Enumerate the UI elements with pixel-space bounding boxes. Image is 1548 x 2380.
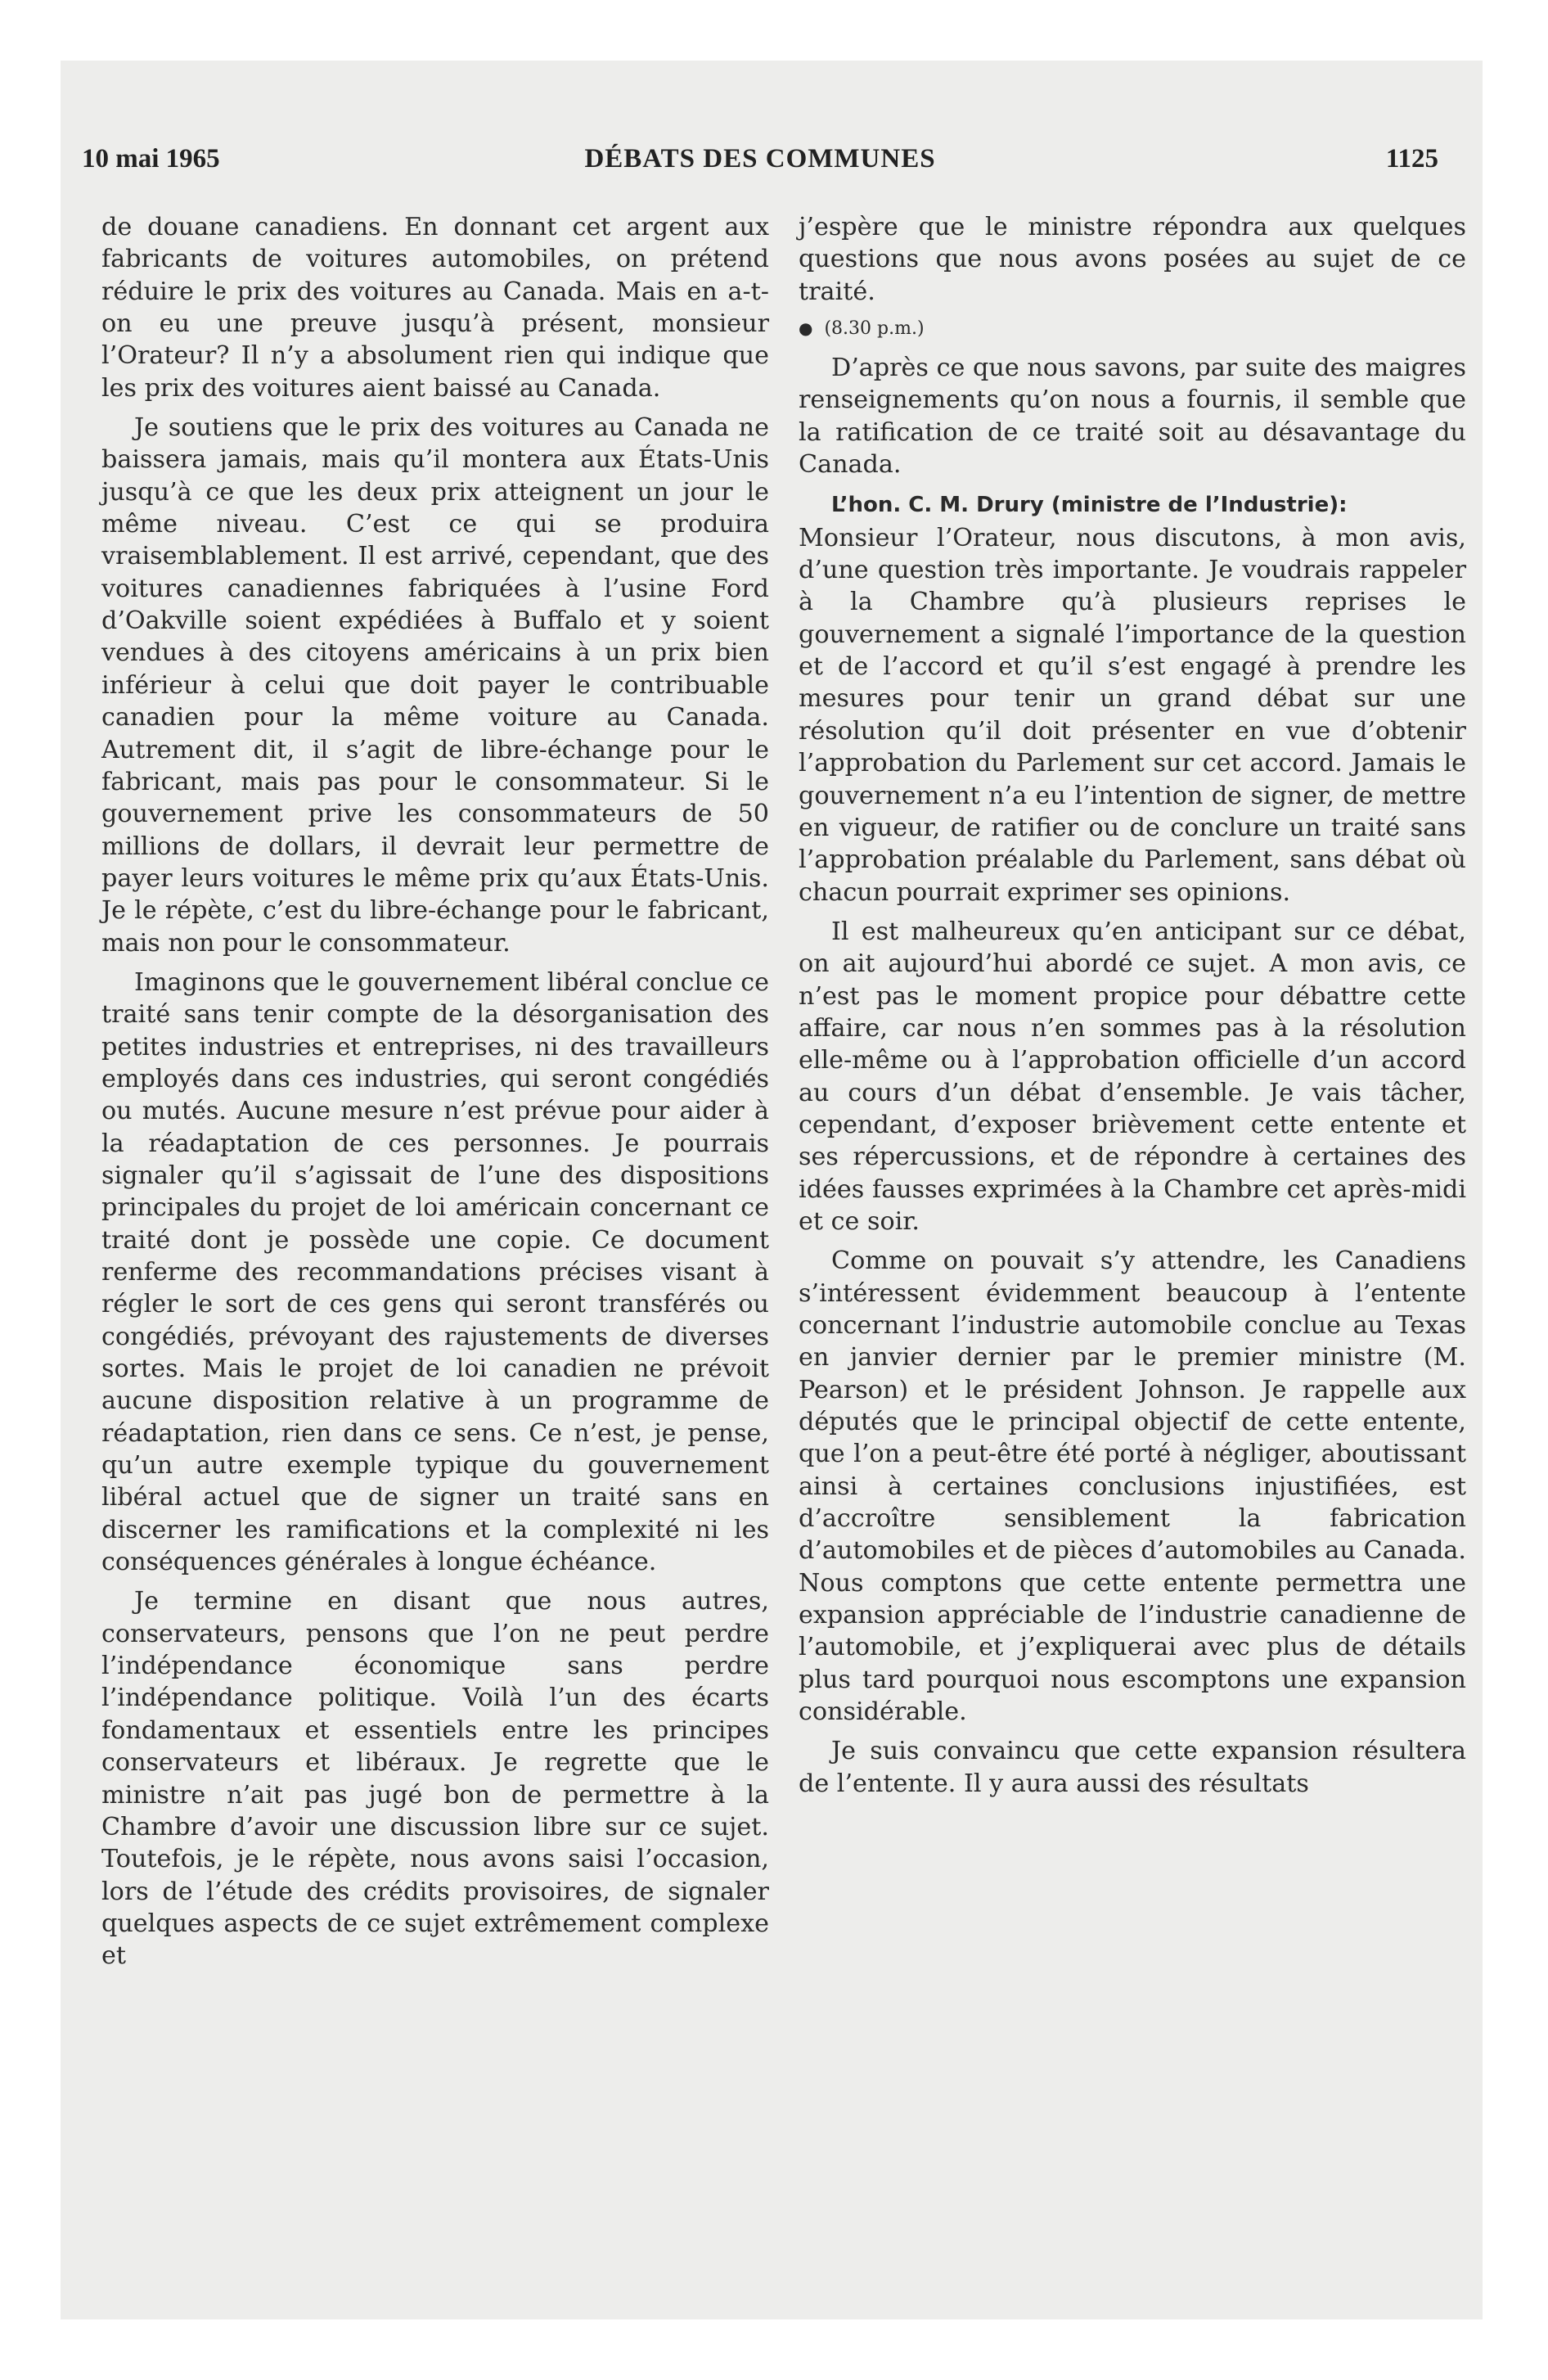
paragraph: D’après ce que nous savons, par suite des maigres renseignements qu’on nous a fournis, il semble que la ratification de ce traité soit au désavantage du Canada. [799, 354, 1466, 480]
paragraph: j’espère que le ministre répondra aux quelques questions que nous avons posées au sujet de ce traité. [799, 213, 1466, 306]
speaker-name: L’hon. C. M. Drury (ministre de l’Industrie): [831, 493, 1348, 518]
paragraph: de douane canadiens. En donnant cet argent aux fabricants de voitures automobiles, on prétend réduire le prix des voitures au Canada. Mais en a-t-on eu une preuve jusqu’à présent, monsieur l’Orateur? Il n’y a absolument rien qui indique que les prix des voitures aient baissé au Canada. [101, 213, 769, 403]
paragraph: Monsieur l’Orateur, nous discutons, à mon avis, d’une question très importante. Je voudrais rappeler à la Chambre qu’à plusieurs reprises le gouvernement a signalé l’importance de la question et de l’accord et qu’il s’est engagé à prendre les mesures pour tenir un grand débat sur une résolution qu’il doit présenter en vue d’obtenir l’approbation du Parlement sur cet accord. Jamais le gouvernement n’a eu l’intention de signer, de mettre en vigueur, de ratifier ou de conclure un traité sans l’approbation préalable du Parlement, sans débat où chacun pourrait exprimer ses opinions. [799, 523, 1466, 907]
right-column [799, 211, 1466, 1807]
paragraph: Je termine en disant que nous autres, conservateurs, pensons que l’on ne peut perdre l’indépendance économique sans perdre l’indépendance politique. Voilà l’un des écarts fondamentaux et essentiels entre les principes conservateurs et libéraux. Je regrette que le ministre n’ait pas jugé bon de permettre à la Chambre d’avoir une discussion libre sur ce sujet. Toutefois, je le répète, nous avons saisi l’occasion, lors de l’étude des crédits provisoires, de signaler quelques aspects de ce sujet extrêmement complexe et [101, 1587, 769, 1971]
paragraph: Je soutiens que le prix des voitures au Canada ne baissera jamais, mais qu’il montera aux États-Unis jusqu’à ce que les deux prix atteignent un jour le même niveau. C’est ce qui se produira vraisemblablement. Il est arrivé, cependant, que des voitures canadiennes fabriquées à l’usine Ford d’Oakville soient expédiées à Buffalo et y soient vendues à des citoyens américains à un prix bien inférieur à celui que doit payer le contribuable canadien pour la même voiture au Canada. Autrement dit, il s’agit de libre-échange pour le fabricant, mais pas pour le consommateur. Si le gouvernement prive les consommateurs de 50 millions de dollars, il devrait leur permettre de payer leurs voitures le même prix qu’aux États-Unis. Je le répète, c’est du libre-échange pour le fabricant, mais non pour le consommateur. [101, 413, 769, 958]
time-stamp: (8.30 p.m.) [824, 318, 925, 340]
bullet-icon: ● [799, 318, 813, 339]
speaker-attribution [799, 488, 1466, 521]
page-header [82, 144, 1438, 185]
left-column [101, 211, 769, 1980]
header-page-number: 1125 [1385, 144, 1438, 174]
paragraph: Comme on pouvait s’y attendre, les Canadiens s’intéressent évidemment beaucoup à l’entente concernant l’industrie automobile conclue au Texas en janvier dernier par le premier ministre (M. Pearson) et le président Johnson. Je rappelle aux députés que le principal objectif de cette entente, que l’on a peut-être été porté à négliger, aboutissant ainsi à certaines conclusions injustifiées, est d’accroître sensiblement la fabrication d’automobiles et de pièces d’automobiles au Canada. Nous comptons que cette entente permettra une expansion appréciable de l’industrie canadienne de l’automobile, et j’expliquerai avec plus de détails plus tard pourquoi nous escomptons une expansion considérable. [799, 1246, 1466, 1727]
header-title: DÉBATS DES COMMUNES [584, 144, 936, 174]
header-date: 10 mai 1965 [82, 144, 220, 174]
paragraph: Je suis convaincu que cette expansion résultera de l’entente. Il y aura aussi des résultats [799, 1737, 1466, 1798]
time-marker [799, 315, 1466, 342]
paragraph: Imaginons que le gouvernement libéral conclue ce traité sans tenir compte de la désorganisation des petites industries et entreprises, ni des travailleurs employés dans ces industries, qui seront congédiés ou mutés. Aucune mesure n’est prévue pour aider à la réadaptation de ces personnes. Je pourrais signaler qu’il s’agissait de l’une des dispositions principales du projet de loi américain concernant ce traité dont je possède une copie. Ce document renferme des recommandations précises visant à régler le sort de ces gens qui seront transférés ou congédiés, prévoyant des rajustements de diverses sortes. Mais le projet de loi canadien ne prévoit aucune disposition relative à un programme de réadaptation, rien dans ce sens. Ce n’est, je pense, qu’un autre exemple typique du gouvernement libéral actuel que de signer un traité sans en discerner les ramifications et la complexité ni les conséquences générales à longue échéance. [101, 967, 769, 1577]
paragraph: Il est malheureux qu’en anticipant sur ce débat, on ait aujourd’hui abordé ce sujet. A mon avis, ce n’est pas le moment propice pour débattre cette affaire, car nous n’en sommes pas à la résolution elle-même ou à l’approbation officielle d’un accord au cours d’un débat d’ensemble. Je vais tâcher, cependant, d’exposer brièvement cette entente et ses répercussions, et de répondre à certaines des idées fausses exprimées à la Chambre cet après-midi et ce soir. [799, 917, 1466, 1236]
